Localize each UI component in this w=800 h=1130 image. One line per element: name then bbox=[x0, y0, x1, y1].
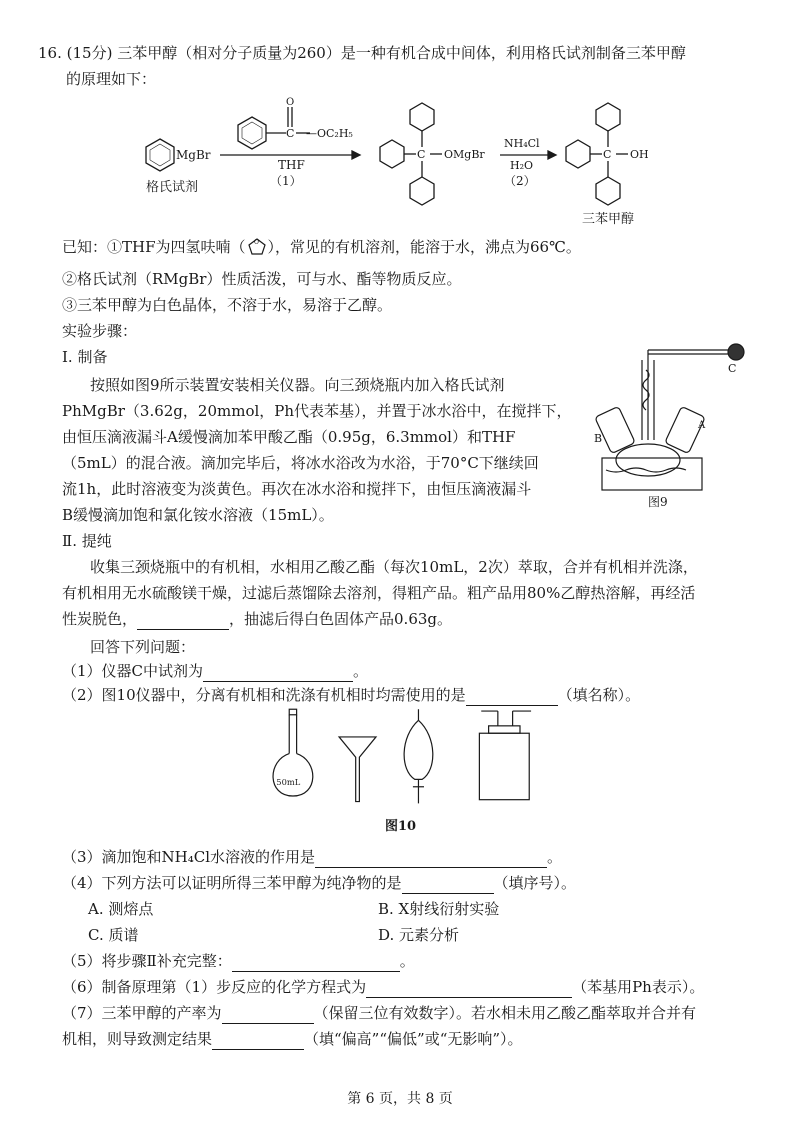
benzene-ring-prod-bottom bbox=[596, 177, 620, 205]
thf-ring-icon bbox=[246, 236, 268, 256]
figure-10-apparatus bbox=[250, 700, 550, 820]
steps-title: 实验步骤： bbox=[62, 322, 138, 340]
q5 bbox=[62, 950, 415, 972]
ester-o: O bbox=[286, 97, 295, 108]
prep-line-2: PhMgBr（3.62g，20mmol，Ph代表苯基），并置于冰水浴中，在搅拌下， bbox=[62, 402, 572, 420]
prep-line-1: 按照如图9所示装置安装相关仪器。向三颈烧瓶内加入格氏试剂 bbox=[90, 376, 505, 394]
q3-blank[interactable] bbox=[315, 852, 547, 868]
q5-end: 。 bbox=[399, 952, 415, 970]
prep-line-3: 由恒压滴液漏斗A缓慢滴加苯甲酸乙酯（0.95g，6.3mmol）和THF bbox=[62, 428, 516, 446]
q6 bbox=[62, 976, 704, 998]
q7-text: （7）三苯甲醇的产率为 bbox=[62, 1004, 222, 1022]
q7 bbox=[62, 1002, 696, 1024]
q6-text: （6）制备原理第（1）步反应的化学方程式为 bbox=[62, 978, 367, 996]
q2-text: （2）图10仪器中，分离有机相和洗涤有机相时均需使用的是 bbox=[62, 686, 466, 704]
benzene-ring-prod-top bbox=[596, 103, 620, 131]
prep-line-5: 流1h，此时溶液变为淡黄色。再次在冰水浴和搅拌下，由恒压滴液漏斗 bbox=[62, 480, 532, 498]
q7-cont bbox=[62, 1028, 523, 1050]
known-2: ②格氏试剂（RMgBr）性质活泼，可与水、酯等物质反应。 bbox=[62, 270, 462, 288]
fig10-caption: 图10 bbox=[385, 819, 417, 834]
q3-end: 。 bbox=[547, 848, 563, 866]
q6-end: （苯基用Ph表示）。 bbox=[572, 978, 705, 996]
q5-text: （5）将步骤Ⅱ补充完整： bbox=[62, 952, 232, 970]
purify-line-3a: 性炭脱色， bbox=[62, 610, 138, 628]
int-center-c: C bbox=[417, 148, 426, 161]
mgbr-text: MgBr bbox=[176, 148, 211, 162]
product-label: 三苯甲醇 bbox=[582, 212, 635, 227]
step2-label: （2） bbox=[504, 174, 536, 188]
q2-end: （填名称）。 bbox=[557, 686, 641, 704]
benzene-ring-prod-left bbox=[566, 140, 590, 168]
question-header bbox=[38, 42, 686, 64]
fig9-label-c: C bbox=[728, 362, 737, 375]
purify-blank[interactable] bbox=[137, 614, 229, 630]
h2o-label: H₂O bbox=[510, 159, 534, 172]
known-1-text-a: 已知：①THF为四氢呋喃（ bbox=[62, 238, 246, 256]
question-intro-line2: 的原理如下： bbox=[66, 70, 157, 88]
ester-group: —OC₂H₅ bbox=[306, 127, 353, 140]
figure-9-apparatus bbox=[588, 330, 758, 510]
purify-title: Ⅱ. 提纯 bbox=[62, 532, 112, 550]
q4-blank[interactable] bbox=[402, 878, 494, 894]
fig9-label-b: B bbox=[594, 432, 603, 445]
funnel bbox=[339, 737, 376, 802]
q5-blank[interactable] bbox=[232, 956, 400, 972]
q7-text-3: 机相，则导致测定结果 bbox=[62, 1030, 213, 1048]
prep-line-4: （5mL）的混合液。滴加完毕后，将冰水浴改为水浴，于70°C下继续回 bbox=[62, 454, 539, 472]
prep-title: Ⅰ. 制备 bbox=[62, 348, 108, 366]
option-c: C. 质谱 bbox=[88, 926, 139, 944]
thf-label: THF bbox=[278, 158, 305, 172]
known-3: ③三苯甲醇为白色晶体，不溶于水，易溶于乙醇。 bbox=[62, 296, 393, 314]
step1-label: （1） bbox=[270, 174, 302, 188]
prod-center-c: C bbox=[603, 148, 612, 161]
q1-end: 。 bbox=[353, 662, 369, 680]
reaction-scheme bbox=[120, 95, 720, 235]
known-1 bbox=[62, 236, 581, 258]
benzene-ring-int-bottom bbox=[410, 177, 434, 205]
option-d: D. 元素分析 bbox=[378, 926, 460, 944]
flask-label: 50mL bbox=[276, 776, 301, 787]
q4 bbox=[62, 872, 576, 894]
question-score: (15分) bbox=[66, 44, 113, 62]
questions-intro: 回答下列问题： bbox=[90, 638, 196, 656]
option-a: A. 测熔点 bbox=[88, 900, 154, 918]
fig9-label-a: A bbox=[698, 420, 706, 431]
ester-c: C bbox=[286, 127, 295, 140]
q7-blank-1[interactable] bbox=[222, 1008, 314, 1024]
page-footer: 第 6 页，共 8 页 bbox=[347, 1091, 453, 1107]
q7-text-2: （保留三位有效数字）。若水相未用乙酸乙酯萃取并合并有 bbox=[313, 1004, 697, 1022]
q1-blank[interactable] bbox=[203, 666, 353, 682]
benzene-ring-int-top bbox=[410, 103, 434, 131]
option-b: B. X射线衍射实验 bbox=[378, 900, 500, 918]
purify-line-3b: ，抽滤后得白色固体产品0.63g。 bbox=[229, 610, 453, 628]
omgbr-text: OMgBr bbox=[444, 148, 485, 161]
known-1-text-b: ），常见的有机溶剂，能溶于水，沸点为66℃。 bbox=[267, 238, 581, 256]
q1 bbox=[62, 660, 368, 682]
q7-blank-2[interactable] bbox=[212, 1034, 304, 1050]
benzene-ring-int-left bbox=[380, 140, 404, 168]
q4-text: （4）下列方法可以证明所得三苯甲醇为纯净物的是 bbox=[62, 874, 402, 892]
q3 bbox=[62, 846, 562, 868]
q3-text: （3）滴加饱和NH₄Cl水溶液的作用是 bbox=[62, 848, 316, 866]
fig9-caption: 图9 bbox=[648, 495, 668, 509]
svg-text:O: O bbox=[253, 239, 259, 246]
q7-text-4: （填“偏高”“偏低”或“无影响”）。 bbox=[304, 1030, 523, 1048]
question-number: 16. bbox=[38, 44, 62, 62]
q6-blank[interactable] bbox=[366, 982, 572, 998]
purify-line-2: 有机相用无水硫酸镁干燥，过滤后蒸馏除去溶剂，得粗产品。粗产品用80%乙醇热溶解，再经活 bbox=[62, 584, 696, 602]
oh-text: OH bbox=[630, 148, 649, 161]
prep-line-6: B缓慢滴加饱和氯化铵水溶液（15mL）。 bbox=[62, 506, 334, 524]
purify-line-1: 收集三颈烧瓶中的有机相，水相用乙酸乙酯（每次10mL，2次）萃取，合并有机相并洗涤， bbox=[90, 558, 698, 576]
q4-end: （填序号）。 bbox=[493, 874, 577, 892]
purify-line-3 bbox=[62, 608, 452, 630]
reagent-label: 格氏试剂 bbox=[146, 180, 199, 195]
q1-text: （1）仪器C中试剂为 bbox=[62, 662, 204, 680]
question-intro-line1: 三苯甲醇（相对分子质量为260）是一种有机合成中间体，利用格氏试剂制备三苯甲醇 bbox=[117, 44, 686, 62]
nh4cl-label: NH₄Cl bbox=[504, 137, 540, 150]
